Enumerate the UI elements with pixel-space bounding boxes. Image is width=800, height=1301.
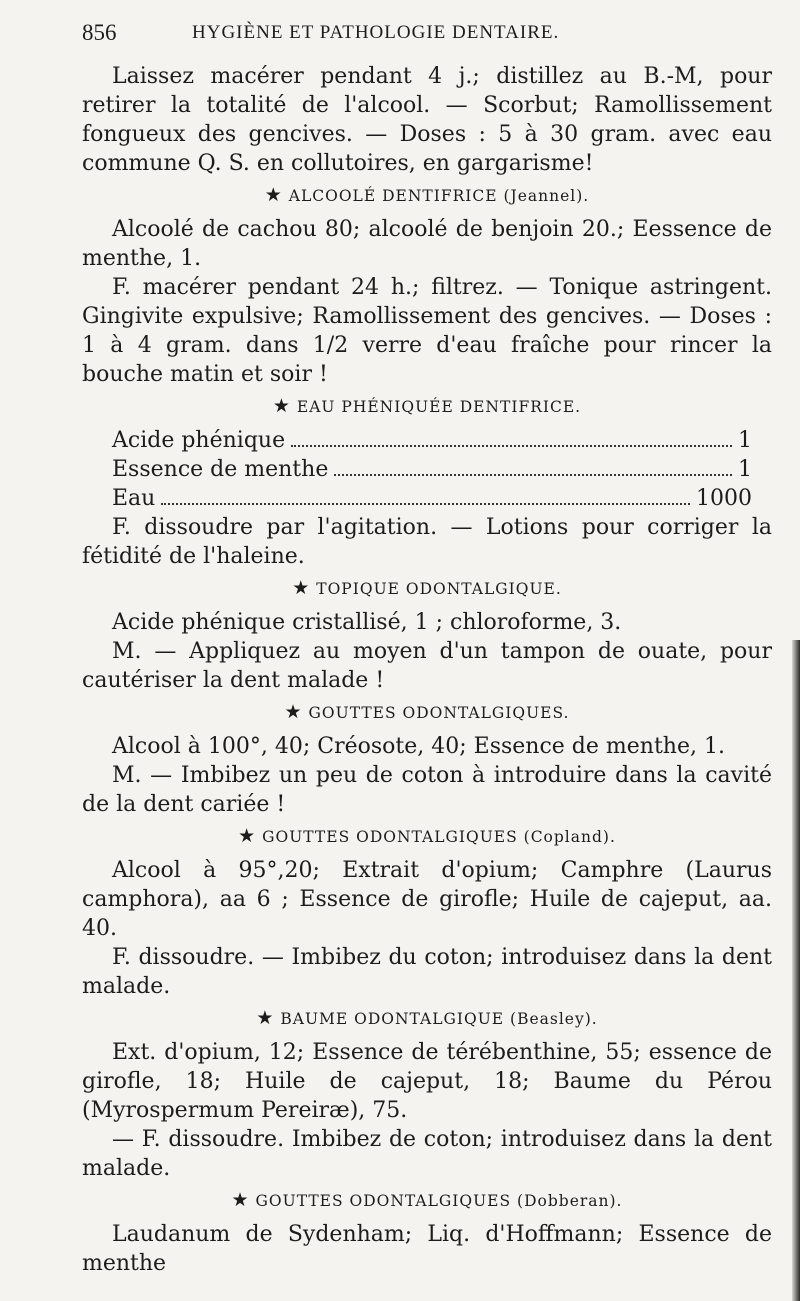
section-paragraph: F. dissoudre. — Imbibez du coton; introduisez dans la dent malade. (82, 945, 772, 999)
section-paragraph: F. dissoudre par l'agitation. — Lotions pour corriger la fétidité de l'haleine. (82, 515, 772, 569)
section-paragraph: Laudanum de Sydenham; Liq. d'Hoffmann; Essence de menthe (82, 1222, 772, 1276)
section-paragraph: M. — Imbibez un peu de coton à introduire dans la cavité de la dent cariée ! (82, 763, 772, 817)
section-paragraph: F. macérer pendant 24 h.; filtrez. — Tonique astringent. Gingivite expulsive; Ramollissement des gencives. — Doses : 1 à 4 gram. dans 1/2 verre d'eau fraîche pour rincer la bouche matin et soir ! (82, 275, 772, 387)
section-heading: ★ TOPIQUE ODONTALGIQUE. (292, 577, 562, 599)
section-paragraph: Alcool à 100°, 40; Créosote, 40; Essence de menthe, 1. (112, 734, 725, 759)
formula-row: Essence de menthe 1 (112, 457, 752, 482)
running-head (82, 18, 772, 62)
star-icon: ★ (264, 184, 283, 206)
star-icon: ★ (284, 701, 303, 723)
section-heading: ★ ALCOOLÉ DENTIFRICE (Jeannel). (264, 184, 590, 206)
formula-row: Acide phénique 1 (112, 428, 752, 453)
section-paragraph: Alcoolé de cachou 80; alcoolé de benjoin 20.; Eessence de menthe, 1. (82, 217, 772, 271)
star-icon: ★ (238, 825, 257, 847)
running-title: HYGIÈNE ET PATHOLOGIE DENTAIRE. (192, 22, 560, 43)
intro-paragraph: Laissez macérer pendant 4 j.; distillez au B.-M, pour retirer la totalité de l'alcool. — Scorbut; Ramollissement fongueux des gencives. — Doses : 5 à 30 gram. avec eau commune Q. S. en collutoires, en gargarisme! (82, 64, 772, 176)
formula-table (112, 426, 752, 513)
page-number: 856 (82, 20, 117, 45)
section-paragraph: Ext. d'opium, 12; Essence de térébenthine, 55; essence de girofle, 18; Huile de cajeput, 18; Baume du Pérou (Myrospermum Pereiræ), 75. (82, 1040, 772, 1123)
section-paragraph: Acide phénique cristallisé, 1 ; chloroforme, 3. (112, 610, 622, 635)
star-icon: ★ (231, 1189, 250, 1211)
section-heading: ★ GOUTTES ODONTALGIQUES (Copland). (238, 825, 616, 847)
star-icon: ★ (272, 395, 291, 417)
section-paragraph: Alcool à 95°,20; Extrait d'opium; Camphre (Laurus camphora), aa 6 ; Essence de girofle; Huile de cajeput, aa. 40. (82, 858, 772, 941)
star-icon: ★ (256, 1007, 275, 1029)
section-heading: ★ GOUTTES ODONTALGIQUES. (284, 701, 570, 723)
page-edge-shadow (792, 640, 800, 1301)
section-heading: ★ BAUME ODONTALGIQUE (Beasley). (256, 1007, 598, 1029)
section-heading: ★ EAU PHÉNIQUÉE DENTIFRICE. (272, 395, 582, 417)
formula-row: Eau 1000 (112, 486, 752, 511)
section-paragraph: — F. dissoudre. Imbibez de coton; introduisez dans la dent malade. (82, 1127, 772, 1181)
section-heading: ★ GOUTTES ODONTALGIQUES (Dobberan). (231, 1189, 623, 1211)
section-paragraph: M. — Appliquez au moyen d'un tampon de ouate, pour cautériser la dent malade ! (82, 639, 772, 693)
star-icon: ★ (292, 577, 311, 599)
page (82, 18, 772, 1278)
